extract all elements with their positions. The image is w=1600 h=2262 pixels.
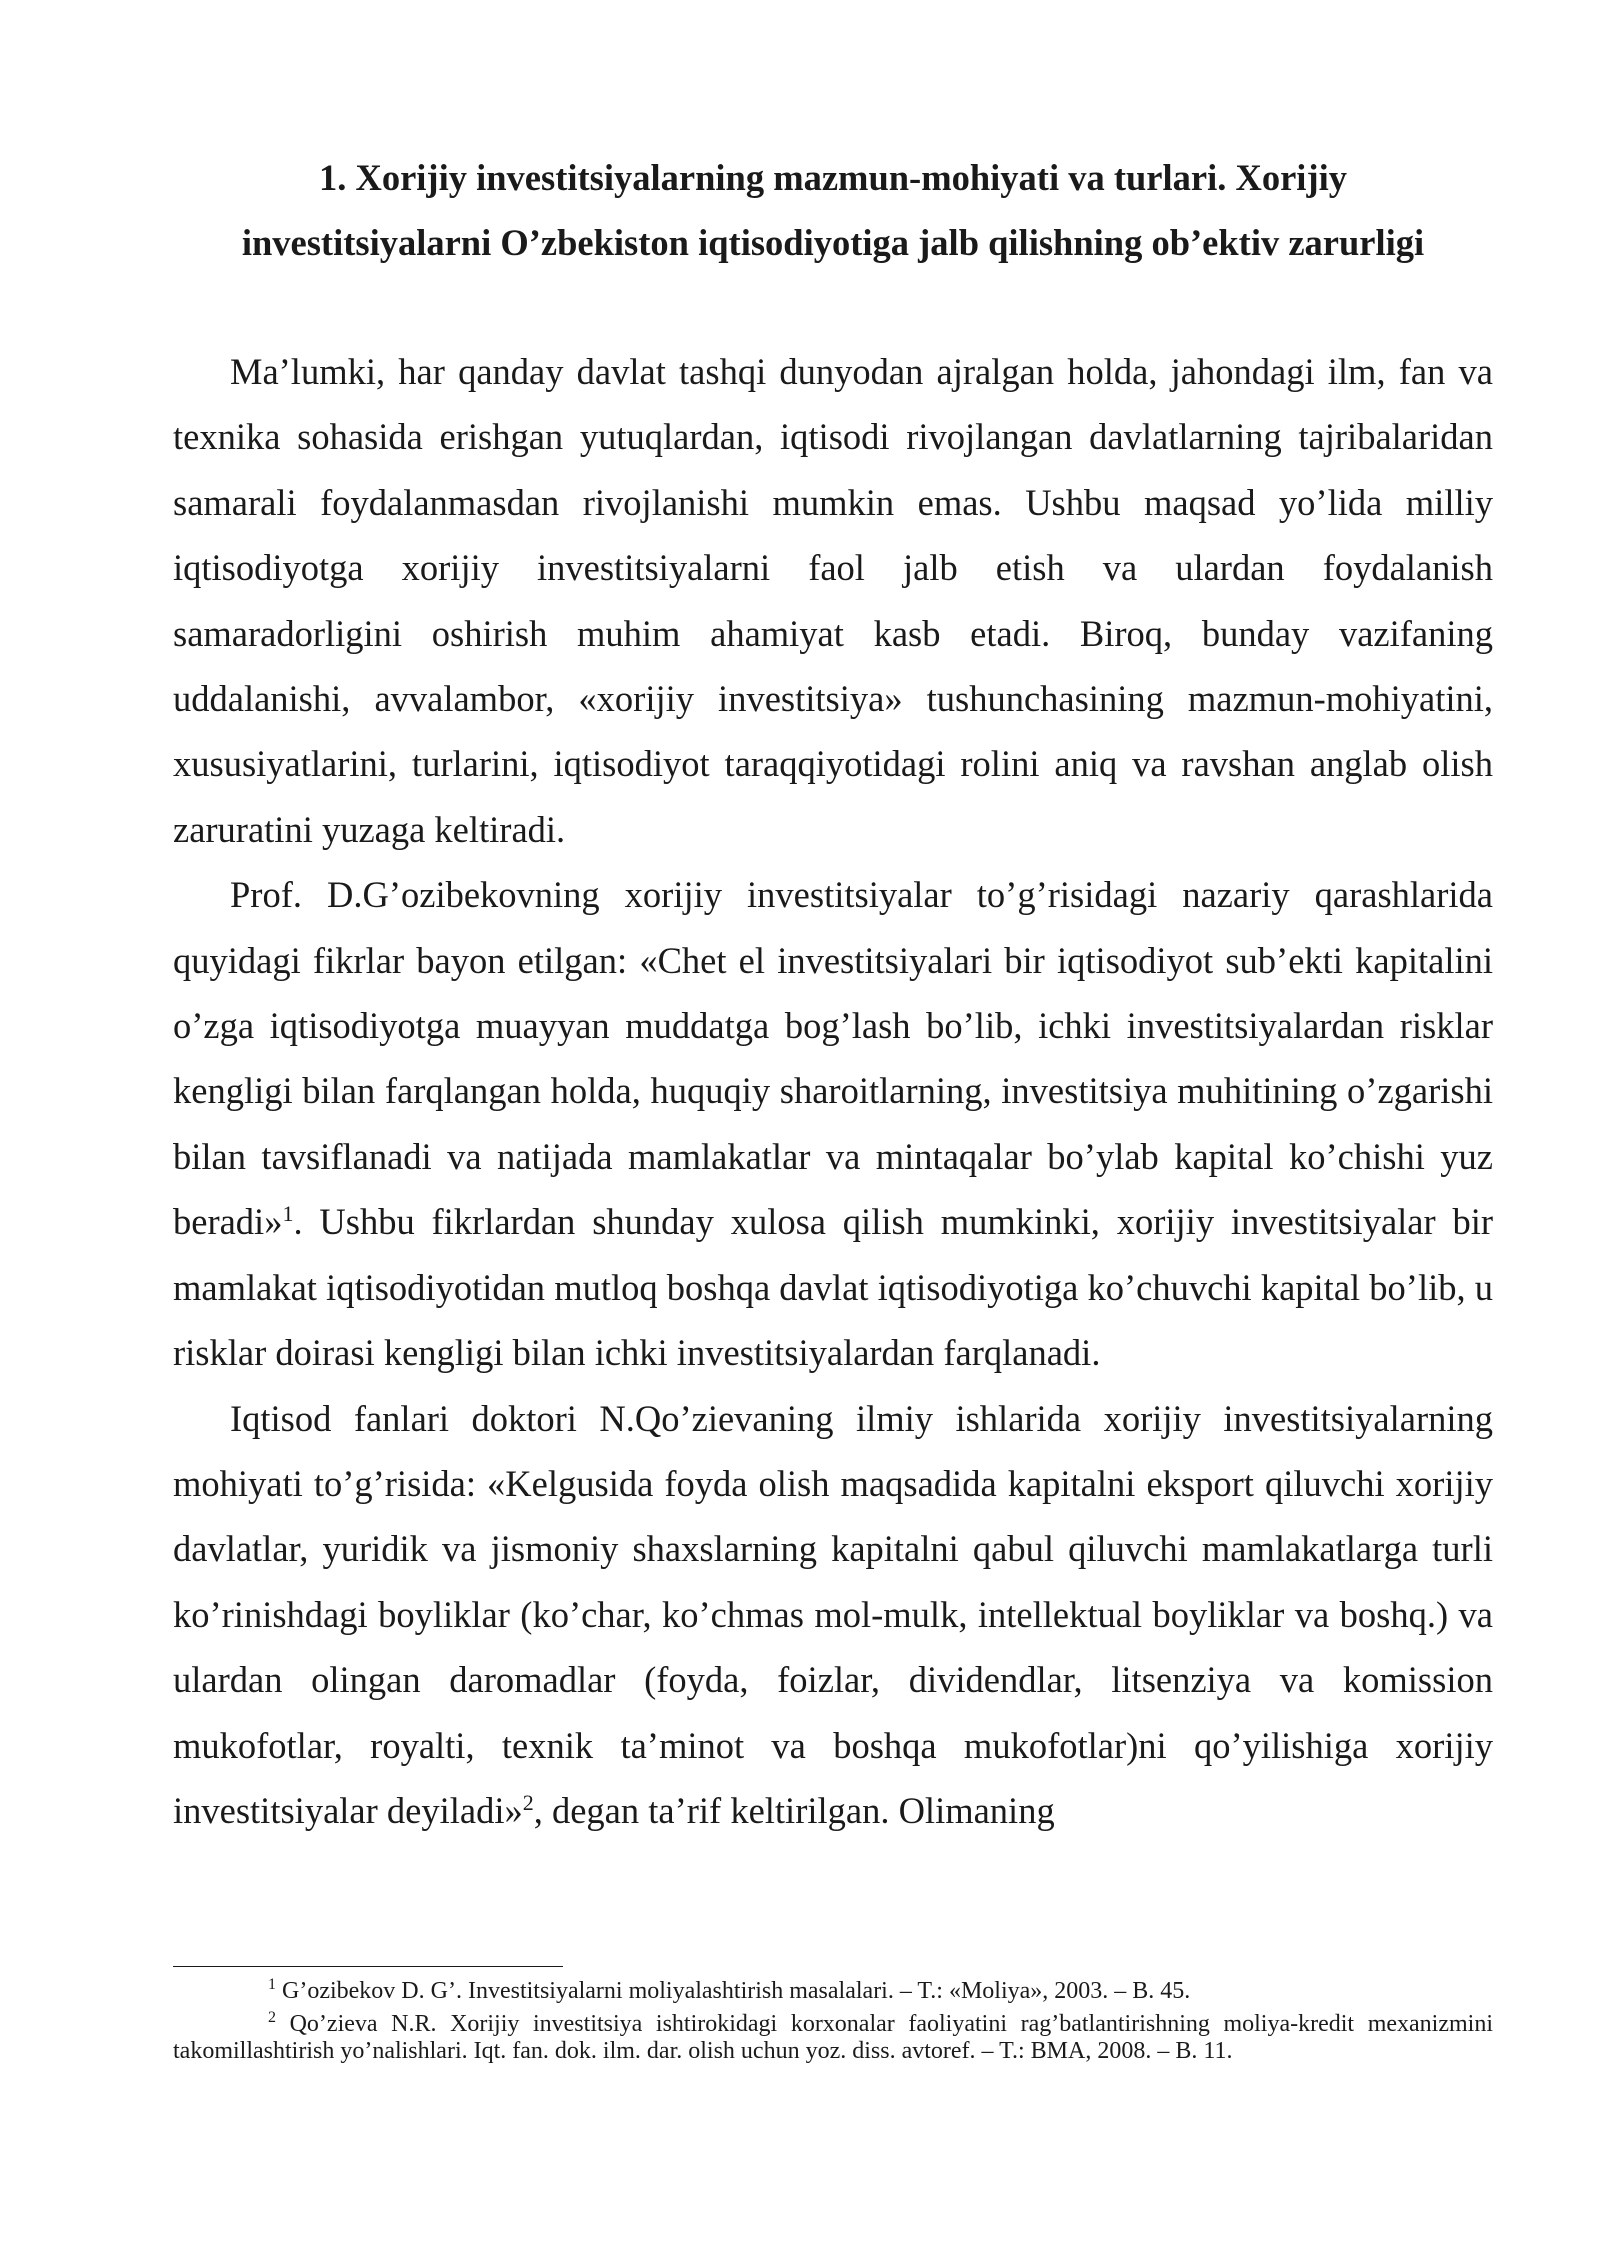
paragraph-3	[173, 1386, 1493, 1844]
paragraph-3-text-a: Iqtisod fanlari doktori N.Qo’zievaning ilmiy ishlarida xorijiy investitsiyalarning mohiyati to’g’risida: «Kelgusida foyda olish maqsadida kapitalni eksport qiluvchi xorijiy davlatlar, yuridik va jismoniy shaxslarning kapitalni qabul qiluvchi mamlakatlarga turli ko’rinishdagi boyliklar (ko’char, ko’chmas mol-mulk, intellektual boyliklar va boshq.) va ulardan olingan daromadlar (foyda, foizlar, dividendlar, litsenziya va komission mukofotlar, royalti, texnik ta’minot va boshqa mukofotlar)ni qo’yilishiga xorijiy investitsiyalar deyiladi»	[173, 1397, 1493, 1831]
section-title	[173, 145, 1493, 275]
footnote-ref-1[interactable]: 1	[282, 1201, 294, 1227]
paragraph-2-text-a: Prof. D.G’ozibekovning xorijiy investitsiyalar to’g’risidagi nazariy qarashlarida quyidagi fikrlar bayon etilgan: «Chet el investitsiyalari bir iqtisodiyot sub’ekti kapitalini o’zga iqtisodiyotga muayyan muddatga bog’lash bo’lib, ichki investitsiyalardan risklar kengligi bilan farqlangan holda, huquqiy sharoitlarning, investitsiya muhitining o’zgarishi bilan tavsiflanadi va natijada mamlakatlar va mintaqalar bo’ylab kapital ko’chishi yuz beradi»	[173, 874, 1493, 1243]
footnote-1-number: 1	[268, 1976, 276, 1993]
body-text	[173, 339, 1493, 1843]
paragraph-1	[173, 339, 1493, 862]
section-title-line-2: investitsiyalarni O’zbekiston iqtisodiyotiga jalb qilishning ob’ektiv zarurligi	[241, 222, 1425, 263]
paragraph-2-text-b: . Ushbu fikrlardan shunday xulosa qilish mumkinki, xorijiy investitsiyalar bir mamlakat iqtisodiyotidan mutloq boshqa davlat iqtisodiyotiga ko’chuvchi kapital bo’lib, u risklar doirasi kengligi bilan ichki investitsiyalardan farqlanadi.	[173, 1201, 1493, 1374]
footnote-2	[173, 2011, 1493, 2065]
footnote-2-text: Qo’zieva N.R. Xorijiy investitsiya ishtirokidagi korxonalar faoliyatini rag’batlantirishning moliya-kredit mexanizmini takomillashtirish yo’nalishlari. Iqt. fan. dok. ilm. dar. olish uchun yoz. diss. avtoref. – T.: BMA, 2008. – B. 11.	[173, 2011, 1493, 2064]
footnote-1-text: G’ozibekov D. G’. Investitsiyalarni moliyalashtirish masalalari. – T.: «Moliya», 2003. – B. 45.	[276, 1978, 1191, 2004]
section-title-line-1: 1. Xorijiy investitsiyalarning mazmun-mohiyati va turlari. Xorijiy	[318, 157, 1347, 198]
paragraph-2	[173, 862, 1493, 1385]
footnote-1	[173, 1978, 1493, 2005]
footnotes	[173, 1978, 1493, 2071]
footnote-2-number: 2	[268, 2009, 276, 2026]
footnote-separator	[173, 1966, 563, 1967]
footnote-ref-2[interactable]: 2	[522, 1789, 534, 1815]
paragraph-1-text: Ma’lumki, har qanday davlat tashqi dunyodan ajralgan holda, jahondagi ilm, fan va texnika sohasida erishgan yutuqlardan, iqtisodi rivojlangan davlatlarning tajribalaridan samarali foydalanmasdan rivojlanishi mumkin emas. Ushbu maqsad yo’lida milliy iqtisodiyotga xorijiy investitsiyalarni faol jalb etish va ulardan foydalanish samaradorligini oshirish muhim ahamiyat kasb etadi. Biroq, bunday vazifaning uddalanishi, avvalambor, «xorijiy investitsiya» tushunchasining mazmun-mohiyatini, xususiyatlarini, turlarini, iqtisodiyot taraqqiyotidagi rolini aniq va ravshan anglab olish zaruratini yuzaga keltiradi.	[173, 351, 1493, 850]
paragraph-3-text-b: , degan ta’rif keltirilgan. Olimaning	[533, 1789, 1055, 1831]
